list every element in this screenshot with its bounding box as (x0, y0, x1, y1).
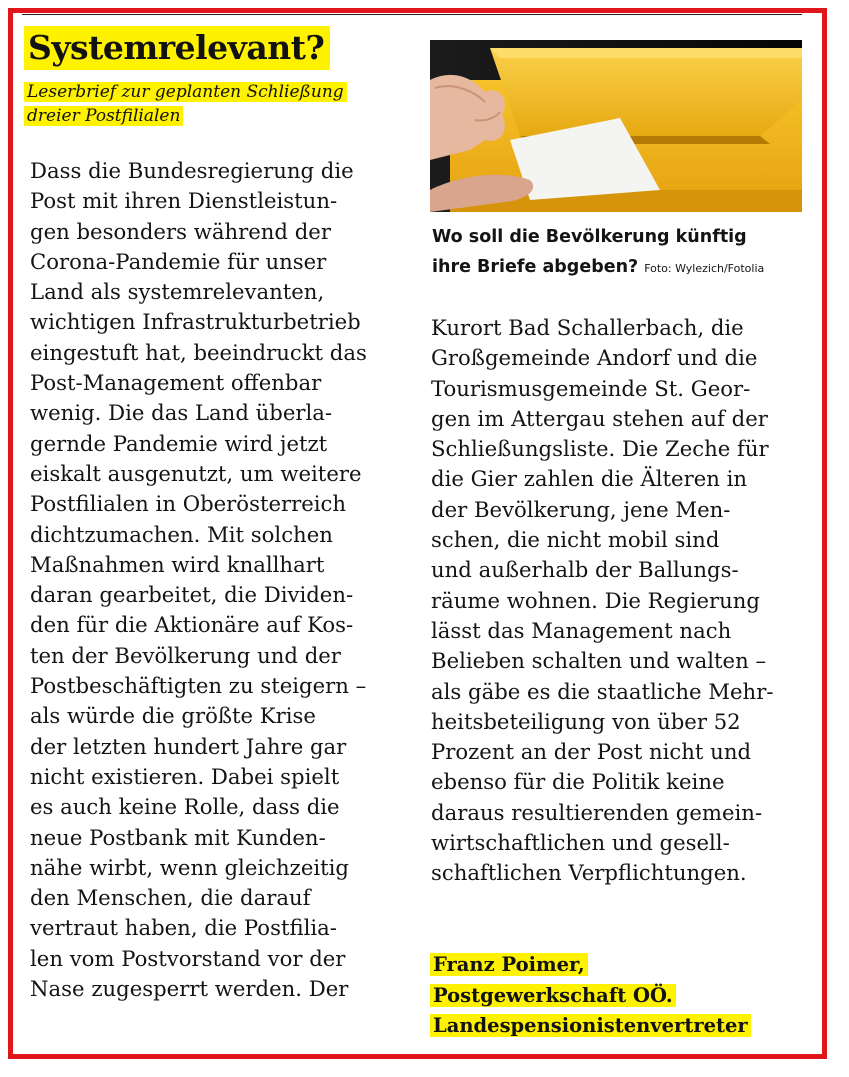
body-text-line: daran gearbeitet, die Dividen- (30, 582, 354, 608)
body-text-line: Post mit ihren Dienstleistun- (30, 188, 338, 214)
headline: Systemrelevant? (24, 26, 330, 70)
body-text-line: Tourismusgemeinde St. Geor- (431, 375, 751, 401)
body-text-line: nähe wirbt, wenn gleichzeitig (30, 854, 349, 880)
top-rule (22, 14, 802, 15)
body-text-line: der Bevölkerung, jene Men- (431, 496, 731, 522)
body-text-line: gen im Attergau stehen auf der (431, 405, 768, 431)
body-text-line: wenig. Die das Land überla- (30, 400, 333, 426)
body-text-line: wichtigen Infrastrukturbetrieb (30, 309, 361, 335)
body-text-line: Land als systemrelevanten, (30, 279, 325, 305)
body-text-line: len vom Postvorstand vor der (30, 945, 346, 971)
body-text-line: daraus resultierenden gemein- (431, 799, 763, 825)
body-text-line: gen besonders während der (30, 218, 331, 244)
body-text-line: wirtschaftlichen und gesell- (431, 830, 730, 856)
body-text-line: dichtzumachen. Mit solchen (30, 521, 333, 547)
body-text-line: gernde Pandemie wird jetzt (30, 430, 328, 456)
body-column-left (30, 156, 367, 1004)
body-text-line: ten der Bevölkerung und der (30, 642, 341, 668)
body-text-line: heitsbeteiligung von über 52 (431, 708, 741, 734)
body-text-line: Großgemeinde Andorf und die (431, 345, 758, 371)
signature-line: Franz Poimer, (430, 953, 588, 976)
signature-line: Postgewerkschaft OÖ. (430, 984, 676, 1007)
body-text-line: Belieben schalten und walten – (431, 648, 767, 674)
subheadline-line: Leserbrief zur geplanten Schließung (24, 82, 347, 102)
body-text-line: Nase zugesperrt werden. Der (30, 976, 349, 1002)
body-text-line: schen, die nicht mobil sind (431, 527, 720, 553)
photo-credit: Foto: Wylezich/Fotolia (644, 262, 765, 275)
subheadline-line: dreier Postfilialen (24, 106, 183, 126)
body-text-line: Postbeschäftigten zu steigern – (30, 673, 367, 699)
body-text-line: es auch keine Rolle, dass die (30, 794, 340, 820)
caption-line: Wo soll die Bevölkerung künftig (432, 227, 747, 247)
body-text-line: der letzten hundert Jahre gar (30, 733, 347, 759)
body-text-line: die Gier zahlen die Älteren in (431, 466, 748, 492)
body-text-line: Schließungsliste. Die Zeche für (431, 436, 769, 462)
body-text-line: als gäbe es die staatliche Mehr- (431, 678, 774, 704)
body-text-line: vertraut haben, die Postfilia- (30, 915, 337, 941)
body-text-line: räume wohnen. Die Regierung (431, 587, 760, 613)
body-text-line: Kurort Bad Schallerbach, die (431, 315, 744, 340)
mailbox-flap (490, 48, 802, 136)
body-text-line: Postfilialen in Oberösterreich (30, 491, 347, 517)
body-text-line: eingestuft hat, beeindruckt das (30, 339, 367, 365)
signature-line: Landespensionistenvertreter (430, 1014, 751, 1037)
body-text-line: schaftlichen Verpflichtungen. (431, 860, 747, 886)
body-text-line: Maßnahmen wird knallhart (30, 551, 325, 577)
mailbox-photo (430, 40, 802, 212)
body-text-line: Dass die Bundesregierung die (30, 158, 354, 183)
body-text-line: Prozent an der Post nicht und (431, 739, 752, 765)
body-text-line: nicht existieren. Dabei spielt (30, 763, 340, 789)
body-text-line: lässt das Management nach (431, 617, 732, 643)
body-text-line: Corona-Pandemie für unser (30, 248, 327, 274)
photo-caption (432, 222, 804, 284)
caption-line: ihre Briefe abgeben? (432, 257, 639, 277)
body-text-line: eiskalt ausgenutzt, um weitere (30, 460, 362, 486)
body-text-line: ebenso für die Politik keine (431, 769, 725, 795)
body-text-line: den für die Aktionäre auf Kos- (30, 612, 354, 638)
body-column-right (431, 313, 773, 889)
body-text-line: Post-Management offenbar (30, 370, 322, 396)
subheadline (24, 80, 384, 128)
body-text-line: neue Postbank mit Kunden- (30, 824, 326, 850)
body-text-line: als würde die größte Krise (30, 703, 316, 729)
body-text-line: und außerhalb der Ballungs- (431, 557, 739, 583)
body-text-line: den Menschen, die darauf (30, 885, 311, 911)
author-signature (430, 950, 751, 1042)
